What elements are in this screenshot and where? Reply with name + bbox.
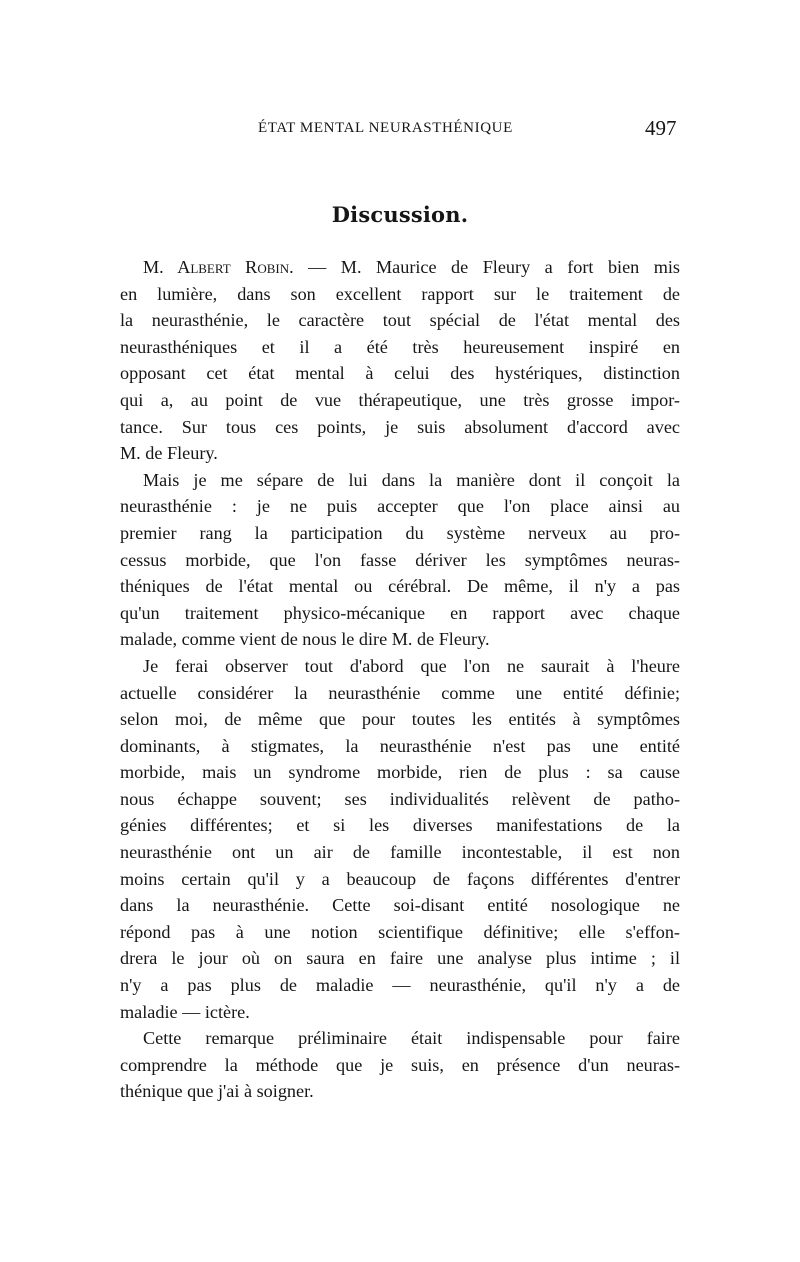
paragraph-line: répond pas à une notion scientifique définitive; elle s'effon- [120,921,680,942]
paragraph-line: M. Albert Robin. — M. Maurice de Fleury a fort bien mis [143,257,681,277]
paragraph-line: drera le jour où on saura en faire une analyse plus intime ; il [120,948,680,969]
body-text [120,254,680,1105]
paragraph-line: neurasthénie : je ne puis accepter que l'on place ainsi au [120,496,680,517]
paragraph-line: tance. Sur tous ces points, je suis absolument d'accord avec [120,416,680,437]
paragraph-line: selon moi, de même que pour toutes les entités à symptômes [120,709,680,730]
paragraph-line: théniques de l'état mental ou cérébral. De même, il n'y a pas [120,576,680,597]
paragraph-line: dans la neurasthénie. Cette soi-disant entité nosologique ne [120,895,680,916]
paragraph [120,467,680,653]
paragraph-line: malade, comme vient de nous le dire M. de Fleury. [120,629,490,650]
paragraph-line: Mais je me sépare de lui dans la manière dont il conçoit la [143,469,680,490]
paragraph-line: M. de Fleury. [120,443,218,464]
paragraph-line: génies différentes; et si les diverses manifestations de la [120,815,680,836]
paragraph-line: comprendre la méthode que je suis, en présence d'un neuras- [120,1054,680,1075]
paragraph-line: moins certain qu'il y a beaucoup de façons différentes d'entrer [120,868,680,889]
paragraph [120,1025,680,1105]
paragraph-line: thénique que j'ai à soigner. [120,1081,314,1102]
paragraph-line: en lumière, dans son excellent rapport sur le traitement de [120,283,680,304]
paragraph-line: maladie — ictère. [120,1001,250,1022]
paragraph-line: premier rang la participation du système nerveux au pro- [120,522,680,543]
paragraph-line: n'y a pas plus de maladie — neurasthénie, qu'il n'y a de [120,975,680,996]
paragraph-line: dominants, à stigmates, la neurasthénie n'est pas une entité [120,735,680,756]
paragraph [120,254,680,467]
paragraph [120,653,680,1025]
speaker-name: M. Albert Robin. [143,257,294,277]
section-title: Discussion. [331,202,469,227]
paragraph-line: morbide, mais un syndrome morbide, rien de plus : sa cause [120,762,680,783]
paragraph-line: opposant cet état mental à celui des hystériques, distinction [120,363,680,384]
paragraph-line: qu'un traitement physico-mécanique en rapport avec chaque [120,602,680,623]
running-head: ÉTAT MENTAL NEURASTHÉNIQUE [258,120,513,136]
paragraph-line: Je ferai observer tout d'abord que l'on ne saurait à l'heure [143,655,680,676]
paragraph-line: neurasthéniques et il a été très heureusement inspiré en [120,336,680,357]
paragraph-line: la neurasthénie, le caractère tout spécial de l'état mental des [120,310,680,331]
page-number: 497 [645,116,677,140]
paragraph-line: qui a, au point de vue thérapeutique, une très grosse impor- [120,389,680,410]
paragraph-line: neurasthénie ont un air de famille incontestable, il est non [120,842,680,863]
paragraph-line: Cette remarque préliminaire était indispensable pour faire [143,1028,680,1049]
paragraph-line: actuelle considérer la neurasthénie comme une entité définie; [120,682,680,703]
paragraph-line: cessus morbide, que l'on fasse dériver les symptômes neuras- [120,549,680,570]
paragraph-line: nous échappe souvent; ses individualités relèvent de patho- [120,788,680,809]
